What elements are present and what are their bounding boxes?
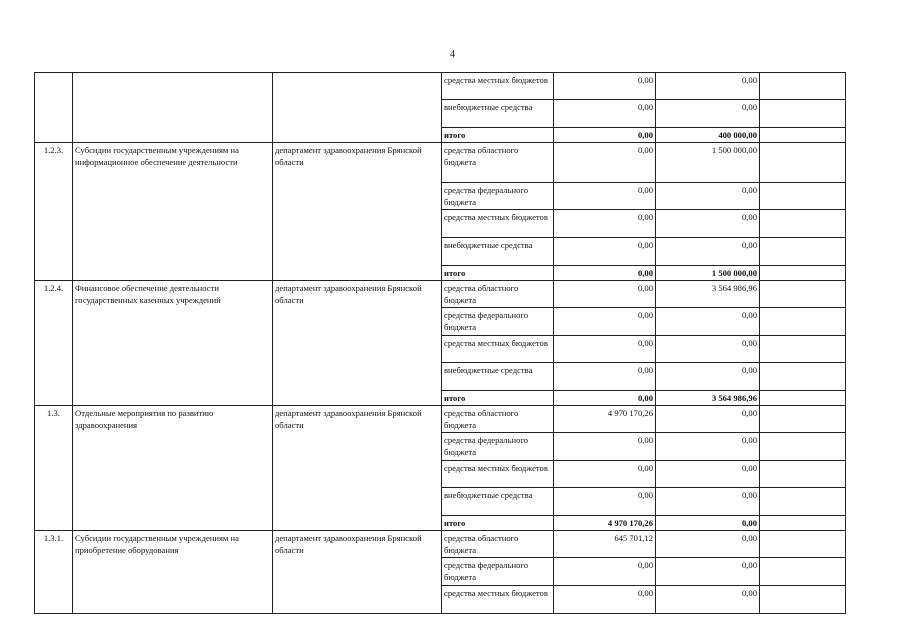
item-executor: департамент здравоохранения Брянской области [273,406,442,531]
amount-col-2: 0,00 [656,516,760,531]
empty-cell [760,183,846,210]
amount-col-2: 0,00 [656,183,760,210]
page-number: 4 [450,49,455,60]
amount-col-2: 0,00 [656,558,760,586]
amount-col-2: 0,00 [656,406,760,433]
amount-col-2: 0,00 [656,586,760,614]
funding-source: внебюджетные средства [442,363,554,391]
amount-col-1: 0,00 [554,558,656,586]
funding-source: итого [442,516,554,531]
item-title: Субсидии государственным учреждениям на информационное обеспечение деятельности [73,143,273,281]
amount-col-2: 1 500 000,00 [656,143,760,183]
amount-col-1: 0,00 [554,143,656,183]
amount-col-1: 4 970 170,26 [554,406,656,433]
item-executor: департамент здравоохранения Брянской области [273,531,442,614]
amount-col-2: 0,00 [656,433,760,461]
funding-source: средства федерального бюджета [442,183,554,210]
amount-col-1: 0,00 [554,391,656,406]
empty-cell [760,433,846,461]
empty-cell [760,516,846,531]
item-executor: департамент здравоохранения Брянской области [273,143,442,281]
amount-col-1: 0,00 [554,238,656,266]
amount-col-1: 0,00 [554,281,656,308]
funding-source: средства федерального бюджета [442,558,554,586]
item-title: Субсидии государственным учреждениям на приобретение оборудования [73,531,273,614]
amount-col-1: 0,00 [554,586,656,614]
item-code: 1.2.3. [35,143,73,281]
empty-cell [760,391,846,406]
budget-table [34,72,846,614]
funding-source: средства местных бюджетов [442,461,554,488]
table-row [35,406,846,433]
funding-source: итого [442,391,554,406]
amount-col-2: 0,00 [656,363,760,391]
funding-source: средства областного бюджета [442,531,554,558]
amount-col-2: 0,00 [656,488,760,516]
item-code: 1.3.1. [35,531,73,614]
empty-cell [760,281,846,308]
amount-col-2: 0,00 [656,461,760,488]
amount-col-2: 0,00 [656,238,760,266]
funding-source: средства областного бюджета [442,143,554,183]
funding-source: средства федерального бюджета [442,433,554,461]
empty-cell [760,210,846,238]
amount-col-2: 0,00 [656,210,760,238]
empty-cell [760,488,846,516]
amount-col-1: 4 970 170,26 [554,516,656,531]
empty-cell [760,461,846,488]
empty-cell [760,336,846,363]
amount-col-2: 3 564 986,96 [656,281,760,308]
item-executor: департамент здравоохранения Брянской области [273,281,442,406]
table-row [35,143,846,183]
empty-cell [760,558,846,586]
empty-cell [760,531,846,558]
amount-col-1: 0,00 [554,461,656,488]
item-title [73,73,273,143]
amount-col-1: 0,00 [554,363,656,391]
funding-source: итого [442,266,554,281]
funding-source: средства местных бюджетов [442,210,554,238]
empty-cell [760,100,846,128]
amount-col-1: 0,00 [554,266,656,281]
item-code: 1.2.4. [35,281,73,406]
funding-source: средства местных бюджетов [442,73,554,100]
amount-col-2: 1 500 000,00 [656,266,760,281]
empty-cell [760,266,846,281]
table-row [35,531,846,558]
funding-source: итого [442,128,554,143]
empty-cell [760,308,846,336]
empty-cell [760,406,846,433]
funding-source: средства местных бюджетов [442,336,554,363]
amount-col-1: 0,00 [554,128,656,143]
amount-col-2: 0,00 [656,308,760,336]
amount-col-2: 0,00 [656,531,760,558]
item-code [35,73,73,143]
table-row [35,281,846,308]
empty-cell [760,143,846,183]
amount-col-1: 0,00 [554,488,656,516]
funding-source: средства местных бюджетов [442,586,554,614]
funding-source: средства областного бюджета [442,281,554,308]
item-title: Финансовое обеспечение деятельности государственных казенных учреждений [73,281,273,406]
amount-col-2: 3 564 986,96 [656,391,760,406]
amount-col-1: 0,00 [554,336,656,363]
amount-col-1: 0,00 [554,433,656,461]
empty-cell [760,586,846,614]
funding-source: средства областного бюджета [442,406,554,433]
empty-cell [760,238,846,266]
amount-col-1: 0,00 [554,308,656,336]
funding-source: внебюджетные средства [442,238,554,266]
empty-cell [760,73,846,100]
table-row [35,73,846,100]
amount-col-2: 0,00 [656,336,760,363]
item-code: 1.3. [35,406,73,531]
funding-source: внебюджетные средства [442,100,554,128]
amount-col-1: 0,00 [554,183,656,210]
funding-source: внебюджетные средства [442,488,554,516]
amount-col-1: 0,00 [554,210,656,238]
amount-col-2: 0,00 [656,73,760,100]
item-title: Отдельные мероприятия по развитию здравоохранения [73,406,273,531]
amount-col-1: 0,00 [554,73,656,100]
amount-col-2: 0,00 [656,100,760,128]
empty-cell [760,363,846,391]
amount-col-2: 400 000,00 [656,128,760,143]
amount-col-1: 645 701,12 [554,531,656,558]
item-executor [273,73,442,143]
amount-col-1: 0,00 [554,100,656,128]
funding-source: средства федерального бюджета [442,308,554,336]
empty-cell [760,128,846,143]
